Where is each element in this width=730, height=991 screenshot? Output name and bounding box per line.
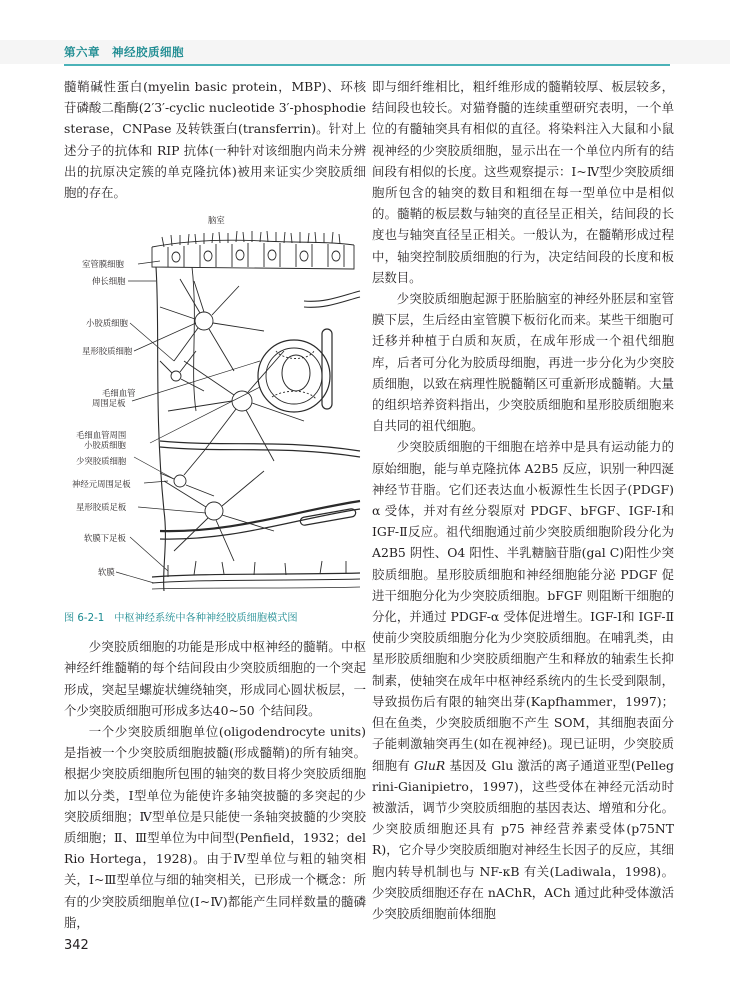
label-ventricle: 脑室 (208, 215, 225, 226)
label-capillary-plate-line1: 毛细血管 (102, 388, 136, 399)
left-paragraph-1: 髓鞘碱性蛋白(myelin basic protein，MBP)、环核苷磷酸二酯酶(2′3′-cyclic nucleotide 3′-phosphodiesterase，CNPase 及转铁蛋白(transferrin)。针对上述分子的抗体和 RIP 抗体(一种针对该细胞内尚未分辨出的抗原决定簇的单克隆抗体)被用来证实少突胶质细胞的存在。 (64, 79, 366, 201)
left-column (64, 76, 366, 933)
chapter-title: 第六章 神经胶质细胞 (64, 45, 184, 59)
figure-caption (64, 609, 366, 624)
left-paragraph-2: 少突胶质细胞的功能是形成中枢神经的髓鞘。中枢神经纤维髓鞘的每个结间段由少突胶质细胞的一个突起形成，突起呈螺旋状缠绕轴突，形成同心圆状板层，一个少突胶质细胞可形成多达40~50 个结间段。 (64, 639, 366, 718)
label-astrocyte-plate: 星形胶质足板 (76, 502, 127, 513)
figure-caption-text: 中枢神经系统中各种神经胶质细胞模式图 (114, 613, 298, 625)
label-perineuronal-plate: 神经元周围足板 (72, 479, 131, 490)
ependymal-cilia (162, 231, 340, 247)
right-paragraph-2: 少突胶质细胞起源于胚胎脑室的神经外胚层和室管膜下层，生后经由室管膜下板衍化而来。某些干细胞可迁移并种植于白质和灰质，在成年形成一个祖代细胞库，后者可分化为胶质母细胞，再进一步分化为少突胶质细胞，以致在病理性脱髓鞘区可重新形成髓鞘。大量的组织培养资料指出，少突胶质细胞和星形胶质细胞来自共同的祖代细胞。 (372, 291, 674, 434)
right-column (372, 76, 674, 924)
label-capillary-plate-line2: 周围足板 (92, 398, 126, 409)
label-capillary-microglia-line1: 毛细血管周围 (76, 430, 127, 441)
right-paragraph-1: 即与细纤维相比，粗纤维形成的髓鞘较厚、板层较多，结间段也较长。对猫脊髓的连续重塑研究表明，一个单位的有髓轴突具有相似的直径。将染料注入大鼠和小鼠视神经的少突胶质细胞，显示出在一个单位内所有的结间段有相似的长度。这些观察提示：Ⅰ~Ⅳ型少突胶质细胞所包含的轴突的数目和粗细在每一型单位中是相似的。髓鞘的板层数与轴突的直径呈正相关，结间段的长度也与轴突直径呈正相关。一般认为，在髓鞘形成过程中，轴突控制胶质细胞的行为，决定结间段的长度和板层数目。 (372, 79, 674, 285)
label-oligodendrocyte: 小胶质细胞 (86, 318, 128, 329)
right-paragraph-3-part-a: 少突胶质细胞的干细胞在培养中是具有运动能力的原始细胞，能与单克隆抗体 A2B5 反应，识别一种四涎神经节苷脂。它们还表达血小板源性生长因子(PDGF)α 受体，并对有丝分裂原对 PDGF、bFGF、IGF-Ⅰ和 IGF-Ⅱ反应。祖代细胞通过前少突胶质细胞阶段分化为 A2B5 阴性、O4 阳性、半乳糖脑苷脂(gal C)阳性少突胶质细胞。星形胶质细胞和神经细胞能分泌 PDGF 促进干细胞分化为少突胶质细胞。bFGF 则阻断干细胞的分化，并通过 PDGF-α 受体促进增生。IGF-Ⅰ和 IGF-Ⅱ使前少突胶质细胞分化为少突胶质细胞。在哺乳类，由星形胶质细胞和少突胶质细胞产生和释放的轴索生长抑制素，使轴突在成年中枢神经系统内的生长受到限制，导致损伤后有限的轴突出芽(Kapfhammer，1997)；但在鱼类，少突胶质细胞不产生 SOM，其细胞表面分子能刺激轴突再生(如在视神经)。现已证明，少突胶质细胞有 (372, 439, 674, 773)
gene-name-glur: GluR (414, 757, 446, 773)
oligodendrocyte-2 (160, 351, 204, 391)
right-paragraph-3-part-b: 基因及 Glu 激活的离子通道亚型(Pellegrini-Gianipietro，1997)，这些受体在神经元活动时被激活，调节少突胶质细胞的基因表达、增殖和分化。少突胶质细胞还具有 p75 神经营养素受体(p75NTR)，它介导少突胶质细胞对神经生长因子的反应，其细胞内转导机制也与 NF-κB 有关(Ladiwala，1998)。少突胶质细胞还存在 nAChR，ACh 通过此种受体激活少突胶质细胞前体细胞 (372, 757, 674, 921)
label-subpial-plate: 软膜下足板 (84, 533, 126, 544)
header-divider (64, 64, 670, 66)
page-number: 342 (64, 938, 89, 953)
capillary-large (258, 340, 330, 412)
glial-cells-illustration (64, 211, 366, 605)
left-paragraph-3: 一个少突胶质细胞单位(oligodendrocyte units)是指被一个少突胶质细胞披髓(形成髓鞘)的所有轴突。根据少突胶质细胞所包围的轴突的数目将少突胶质细胞加以分类，Ⅰ型单位为能使许多轴突披髓的多突起的少突胶质细胞；Ⅳ型单位是只能使一条轴突披髓的少突胶质细胞；Ⅱ、Ⅲ型单位为中间型(Penfield，1932；del Rio Hortega，1928)。由于Ⅳ型单位与粗的轴突相关，Ⅰ~Ⅲ型单位与细的轴突相关，已形成一个概念：所有的少突胶质细胞单位(Ⅰ~Ⅳ)都能产生同样数量的髓磷脂， (64, 724, 366, 930)
right-paragraph-3 (372, 436, 674, 924)
label-pia: 软膜 (98, 567, 115, 578)
glial-cells-figure (64, 211, 366, 605)
astrocyte-1 (160, 279, 264, 371)
oligodendrocyte-1 (160, 451, 214, 496)
label-oligodendrocyte-cell: 少突胶质细胞 (76, 456, 127, 467)
label-ependymal-cell: 室管膜细胞 (82, 259, 124, 270)
astrocyte-3 (164, 471, 274, 561)
figure-caption-number: 图 6-2-1 (64, 613, 105, 625)
label-tanycyte: 伸长细胞 (92, 276, 126, 287)
label-astrocyte: 星形胶质细胞 (82, 346, 133, 357)
myelinated-axons (160, 291, 360, 539)
label-capillary-microglia-line2: 小胶质细胞 (84, 440, 126, 451)
